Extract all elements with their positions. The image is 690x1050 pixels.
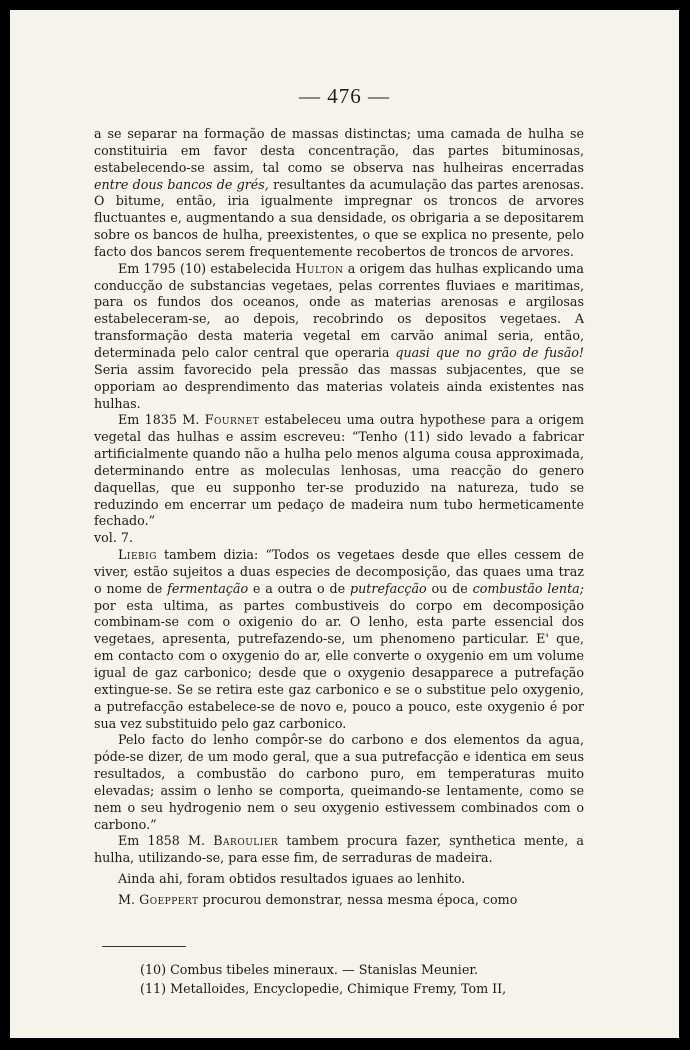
- paragraph: [94, 892, 584, 909]
- text-run: Ainda ahi, foram obtidos resultados iguaes ao lenhito.: [118, 871, 466, 887]
- paragraph: [94, 126, 584, 261]
- footnote-divider: [102, 946, 186, 947]
- text-run: M.: [118, 891, 140, 907]
- italic-text: fermentação: [167, 580, 249, 596]
- text-run: Pelo facto do lenho compôr-se do carbono e dos elementos da agua, póde-se dizer, de um modo geral, que a sua putrefacção e identica em seus resultados, a combustão do carbono puro, em temperaturas muito elevadas; assim o lenho se comporta, queimando-se lentamente, como se nem o seu hydrogenio nem o seu oxygenio estivessem combinados com o carbono.”: [94, 732, 584, 832]
- author-name: Liebig: [118, 547, 157, 563]
- page-number: — 476 —: [299, 84, 390, 108]
- paragraph: [94, 261, 584, 413]
- text-run: Em 1858 M.: [118, 833, 214, 849]
- footnote: (10) Combus tibeles mineraux. — Stanislas Meunier.: [140, 962, 479, 977]
- author-name: Hulton: [295, 260, 344, 276]
- footnotes: [140, 960, 600, 998]
- text-run: tambem procura fazer, synthetica mente, a hulha, utilizando-se, para esse fim, de serraduras de madeira.: [94, 833, 584, 866]
- paragraph: [94, 871, 584, 888]
- paragraph: [94, 530, 584, 547]
- italic-text: combustão lenta;: [472, 580, 585, 596]
- book-page: [10, 10, 679, 1038]
- italic-text: quasi que no grão de fusão!: [395, 344, 585, 360]
- text-run: resultantes da acumulação das partes arenosas. O bitume, então, iria igualmente impregnar os troncos de arvores fluctuantes e, augmentando a sua densidade, os obrigaria a se depositarem sobre os bancos de hulha, preexistentes, o que se explica no presente, pelo facto dos bancos serem frequentemente recobertos de troncos de arvores.: [94, 176, 584, 259]
- text-run: a origem das hulhas explicando uma conducção de substancias vegetaes, pelas correntes fluviaes e maritimas, para os fundos dos oceanos, onde as materias arenosas e argilosas estabeleceram-se, ao depois, recobrindo os depositos vegetaes. A transformação desta materia vegetal em carvão animal seria, então, determinada pelo calor central que operaria: [94, 260, 584, 360]
- text-run: procurou demonstrar, nessa mesma época, como: [198, 891, 518, 907]
- text-run: a se separar na formação de massas distinctas; uma camada de hulha se constituiria em favor desta concentração, das partes bituminosas, estabelecendo-se assim, tal como se observa nas hulheiras encerradas: [94, 126, 584, 175]
- paragraph: [94, 833, 584, 867]
- text-run: Seria assim favorecido pela pressão das massas subjacentes, que se opporiam ao desprendimento das materias volateis ainda existentes nas hulhas.: [94, 361, 584, 411]
- paragraph: [94, 732, 584, 833]
- text-run: e a outra o de: [248, 580, 351, 596]
- text-run: por esta ultima, as partes combustiveis do corpo em decomposição combinam-se com o oxigenio do ar. O lenho, esta parte essencial dos vegetaes, apresenta, putrefazendo-se, um phenomeno particular. E' que, em contacto com o oxygenio do ar, elle converte o oxygenio em um volume igual de gaz carbonico; desde que o oxygenio desapparece a putrefação extingue-se. Se se retira este gaz carbonico e se o substitue pelo oxygenio, a putrefacção estabelece-se de novo e, pouco a pouco, este oxygenio é por sua vez substituido pelo gaz carbonico.: [94, 597, 584, 731]
- paragraph: [94, 412, 584, 530]
- italic-text: putrefacção: [350, 580, 427, 596]
- author-name: Fournet: [204, 412, 260, 428]
- text-run: tambem dizia: “Todos os vegetaes desde que elles cessem de viver, estão sujeitos a duas especies de decomposição, das quaes uma traz o nome de: [94, 547, 584, 596]
- author-name: Baroulier: [213, 833, 279, 849]
- italic-text: entre dous bancos de grés,: [94, 176, 269, 192]
- paragraph: [94, 547, 584, 732]
- text-run: estabeleceu uma outra hypothese para a origem vegetal das hulhas e assim escreveu: “Tenho (11) sido levado a fabricar artificialmente quando não a hulha pelo menos alguma cousa approximada, determinando entre as moleculas lenhosas, uma reacção do genero daquellas, que eu supponho ter-se produzido na natureza, tudo se reduzindo em encerrar um pedaço de madeira num tubo hermeticamente fechado.”: [94, 412, 584, 529]
- text-run: Em 1795 (10) estabelecida: [118, 260, 296, 276]
- body-text: [94, 126, 584, 909]
- text-run: Em 1835 M.: [118, 412, 205, 428]
- footnote: (11) Metalloides, Encyclopedie, Chimique Fremy, Tom II,: [140, 981, 507, 996]
- author-name: Goeppert: [139, 891, 199, 907]
- text-run: vol. 7.: [94, 530, 134, 546]
- text-run: ou de: [426, 580, 473, 596]
